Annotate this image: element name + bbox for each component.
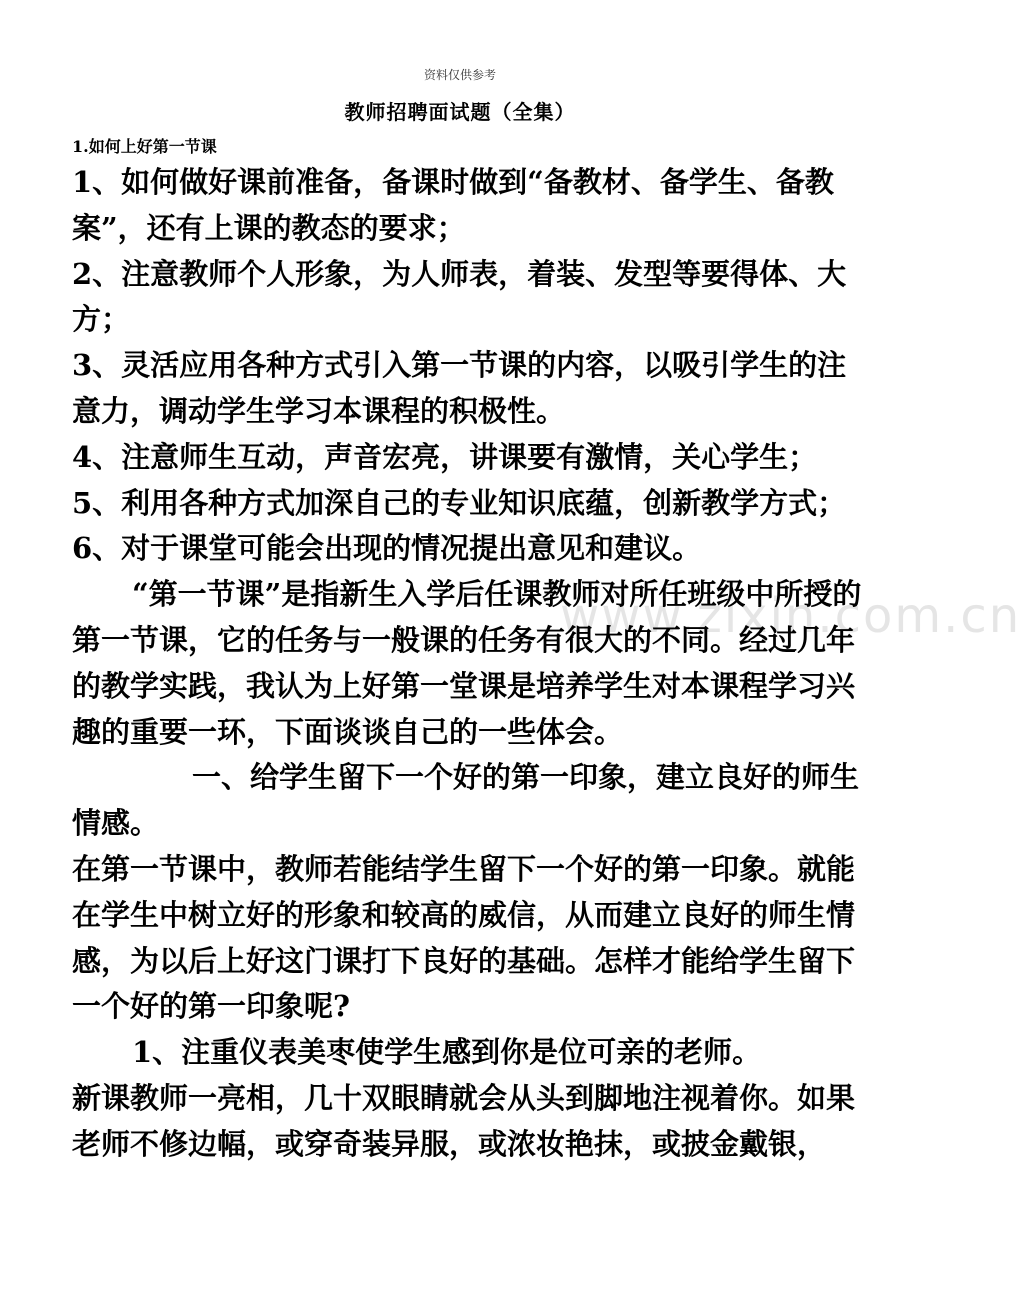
paragraph-point-5: 5、利用各种方式加深自己的专业知识底蕴，创新教学方式； [72, 485, 847, 520]
subsection-heading-1: 1、注重仪表美枣使学生感到你是位可亲的老师。 [132, 1035, 762, 1070]
paragraph-point-1: 1、如何做好课前准备，备课时做到“备教材、备学生、备教案”，还有上课的教态的要求； [72, 165, 834, 245]
paragraph-point-2: 2、注意教师个人形象，为人师表，着装、发型等要得体、大方； [72, 256, 847, 337]
document-body [72, 160, 872, 1168]
paragraph-intro: “第一节课”是指新生入学后任课教师对所任班级中所授的第一节课，它的任务与一般课的任务有很大的不同。经过几年的教学实践，我认为上好第一堂课是培养学生对本课程学习兴趣的重要一环，下面谈谈自己的一些体会。 [72, 577, 862, 749]
paragraph-subsection-1: 新课教师一亮相，几十双眼睛就会从头到脚地注视着你。如果老师不修边幅，或穿奇装异服，或浓妆艳抹，或披金戴银， [72, 1080, 856, 1161]
paragraph-point-6: 6、对于课堂可能会出现的情况提出意见和建议。 [72, 531, 702, 566]
paragraph-point-3: 3、灵活应用各种方式引入第一节课的内容，以吸引学生的注意力，调动学生学习本课程的积极性。 [72, 348, 847, 428]
paragraph-point-4: 4、注意师生互动，声音宏亮，讲课要有激情，关心学生； [72, 439, 818, 474]
header-note: 资料仅供参考 [423, 68, 496, 82]
section-heading-1: 一、给学生留下一个好的第一印象，建立良好的师生情感。 [72, 760, 860, 841]
document-title: 教师招聘面试题（全集） [344, 100, 576, 124]
watermark: www.zixin.com.cn [560, 588, 1021, 644]
paragraph-section-1: 在第一节课中，教师若能结学生留下一个好的第一印象。就能在学生中树立好的形象和较高的威信，从而建立良好的师生情感，为以后上好这门课打下良好的基础。怎样才能给学生留下一个好的第一印象呢? [72, 851, 856, 1024]
question-heading: 1.如何上好第一节课 [72, 137, 217, 156]
